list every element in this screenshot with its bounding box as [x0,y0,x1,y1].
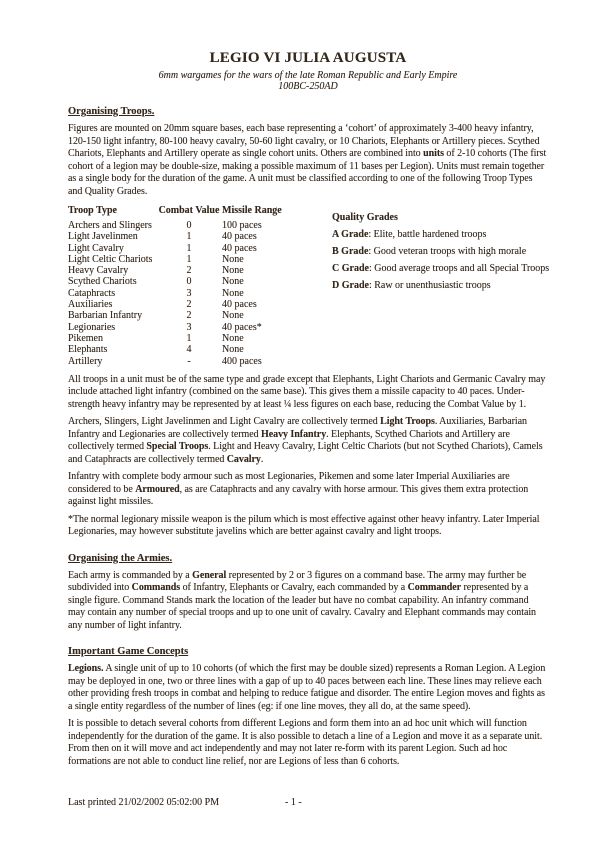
table-cell: Auxiliaries [68,299,113,311]
table-cell: 1 [186,253,192,265]
table-and-grades-region [68,204,548,367]
table-row [68,299,322,310]
paragraph-same-type-grade: All troops in a unit must be of the same type and grade except that Elephants, Light Chariots and Germanic Cavalry may include attached light infantry (combined on the same base). This gives them a missile capacity to 40 paces. Under-strength heavy infantry may be represented by at least ¼ less figures on each base, reducing the Combat Value by 1. [68,373,546,410]
section-heading-organising-armies: Organising the Armies. [68,552,173,564]
table-cell: None [222,253,244,265]
table-cell: 1 [186,231,192,243]
paragraph-basing: Figures are mounted on 20mm square bases, each base representing a ‘cohort’ of approximately 3-400 heavy infantry, 120-150 light infantry, 80-100 heavy cavalry, 50-60 light cavalry, or 10 Chariots, Elephants or Artillery pieces. Scythed Chariots, Elephants and Artillery operate as single cohort units. Others are combined into units of 2-10 cohorts (The first cohort of a legion may be double-size, making a possible maximum of 11 bases per Legion). Units must remain together as a single body for the duration of the game. A unit must be classified according to one of the following Troop Types and Quality Grades. [68,123,547,197]
last-printed-text: Last printed 21/02/2002 05:02:00 PM [68,797,220,808]
paragraph-ad-hoc-units: It is possible to detach several cohorts from different Legions and form them into an ad hoc unit which will function independently for the duration of the game. It is also possible to detach a line of a Legion and move it as a separate unit. From then on it will move and act independently and may not later re-form with its parent Legion. Such ad hoc formations are not able to conduct line relief, nor are Legions of less than 6 cohorts. [68,718,543,767]
table-cell: 40 paces [222,242,257,254]
table-row [68,265,322,276]
grade-item: D Grade: Raw or unenthusiastic troops [332,279,491,291]
table-cell: None [222,332,244,344]
table-row [68,276,322,287]
table-cell: 2 [186,265,192,277]
table-row [68,333,322,344]
table-row [68,220,322,231]
table-row [68,310,322,321]
table-cell: 40 paces [222,231,257,243]
table-row [68,322,322,333]
table-cell: 0 [186,276,192,288]
table-cell: 1 [186,332,192,344]
section-heading-important-concepts: Important Game Concepts [68,646,189,658]
table-row [68,356,322,367]
table-cell: 40 paces [222,299,257,311]
paragraph-troop-groupings: Archers, Slingers, Light Javelinmen and Light Cavalry are collectively termed Light Troops. Auxiliaries, Barbarian Infantry and Legionaries are collectively termed Heavy Infantry. Elephants, Scythed Chariots and Artillery are collectively termed Special Troops. Light and Heavy Cavalry, Light Celtic Chariots (but not Scythed Chariots), Camels and Cataphracts are collectively termed Cavalry. [68,416,543,465]
table-cell: Barbarian Infantry [68,310,143,322]
table-cell: Pikemen [68,332,103,344]
grade-item: A Grade: Elite, battle hardened troops [332,228,487,240]
table-cell: Heavy Cavalry [68,265,129,277]
page-number: - 1 - [285,797,302,808]
table-cell: 4 [186,344,192,356]
table-cell: - [187,355,191,367]
table-cell: 2 [186,310,192,322]
paragraph-legions: Legions. A single unit of up to 10 cohorts (of which the first may be double sized) represents a Roman Legion. A Legion may be deployed in one, two or three lines with a gap of up to 40 paces between each line. These lines may relieve each other providing fresh troops in combat and helping to reduce fatigue and disorder. The entire Legion moves and fights as a single entity regardless of the number of lines (eg: if one line moves, they all do, at the same speed). [68,663,546,712]
table-cell: 400 paces [222,355,262,367]
table-cell: Legionaries [68,321,116,333]
table-cell: 3 [186,321,192,333]
table-cell: Elephants [68,344,108,356]
table-cell: Artillery [68,355,103,367]
table-cell: 40 paces* [222,321,262,333]
table-cell: 3 [186,287,192,299]
table-cell: Light Javelinmen [68,231,138,243]
paragraph-pilum-footnote: *The normal legionary missile weapon is the pilum which is most effective against other heavy infantry. Later Imperial Legionaries, may however substitute javelins which are better against cavalry and light troops. [68,513,540,538]
table-row [68,243,322,254]
document-title: LEGIO VI JULIA AUGUSTA [209,50,407,66]
table-row [68,254,322,265]
grade-item: B Grade: Good veteran troops with high morale [332,245,527,257]
troop-table-rows [68,220,322,367]
grade-item: C Grade: Good average troops and all Special Troops [332,262,550,274]
paragraph-armoured: Infantry with complete body armour such as most Legionaries, Pikemen and some later Imperial Auxiliaries are considered to be Armoured, as are Cataphracts and any cavalry with horse armour. This gives them extra protection against light missiles. [68,471,529,508]
table-row [68,231,322,242]
table-cell: 100 paces [222,220,262,231]
table-header-row [68,204,322,217]
table-cell: Archers and Slingers [68,220,152,231]
paragraph-commands: Each army is commanded by a General represented by 2 or 3 figures on a command base. The army may further be subdivided into Commands of Infantry, Elephants or Cavalry, each commanded by a Commander represented by a single figure. Command Stands mark the location of the leader but have no combat capability. An infantry command may contain any number of special troops and up to one unit of cavalry. Cavalry and Elephant commands may contain any number of light infantry. [68,569,537,631]
table-row [68,288,322,299]
column-header-troop-type: Troop Type [68,205,117,216]
table-cell: Cataphracts [68,287,116,299]
table-cell: 2 [186,299,192,311]
table-cell: Scythed Chariots [68,276,137,288]
column-header-missile-range: Missile Range [222,205,282,216]
date-range: 100BC-250AD [278,81,338,92]
table-cell: None [222,344,244,356]
table-cell: None [222,310,244,322]
quality-grades-list [332,229,550,293]
table-cell: None [222,265,244,277]
table-cell: Light Celtic Chariots [68,253,153,265]
quality-grades-heading: Quality Grades [332,212,398,223]
page-footer [68,797,548,809]
table-row [68,344,322,355]
quality-grades [332,211,550,367]
column-header-combat-value: Combat Value [158,205,220,216]
table-cell: 1 [186,242,192,254]
document-subtitle: 6mm wargames for the wars of the late Roman Republic and Early Empire [158,70,458,81]
table-cell: Light Cavalry [68,242,124,254]
table-cell: None [222,276,244,288]
table-cell: 0 [186,220,192,231]
section-heading-organising-troops: Organising Troops. [68,106,155,117]
table-cell: None [222,287,244,299]
troop-table [68,204,322,367]
